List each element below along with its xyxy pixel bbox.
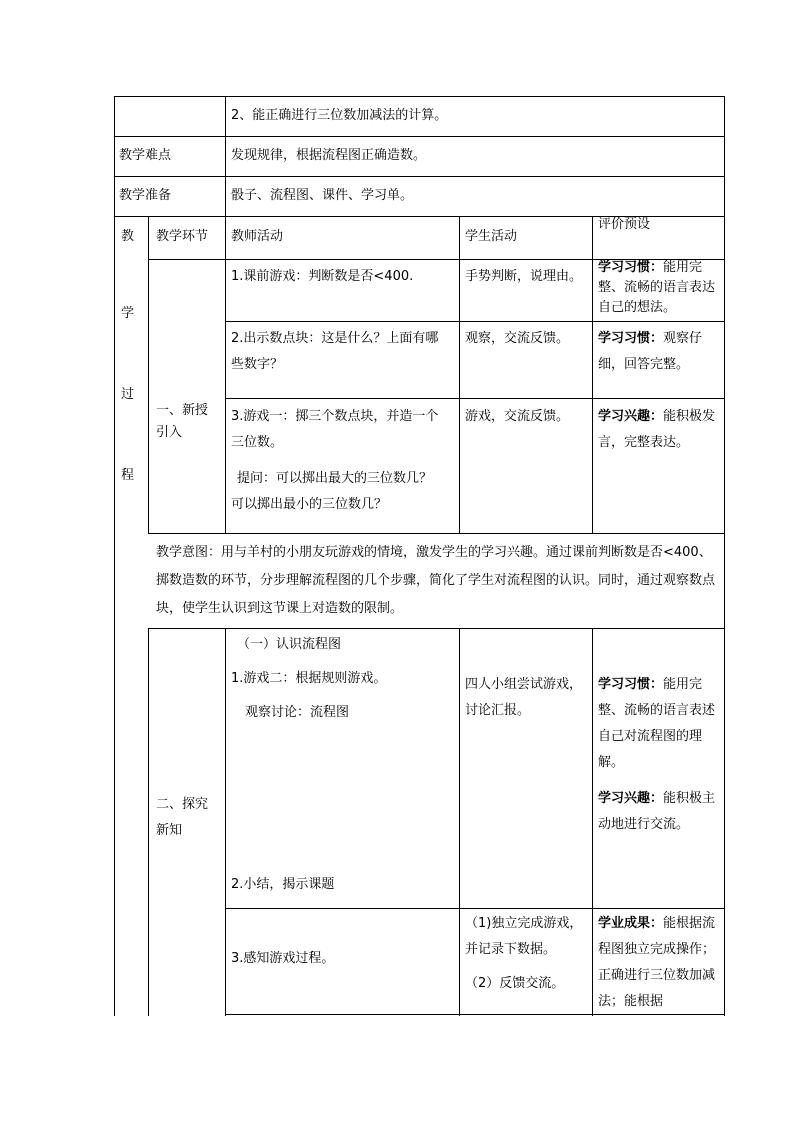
grid-line	[724, 96, 725, 1016]
teacher-activity-line: 三位数。	[231, 435, 284, 450]
evaluation	[598, 911, 718, 1014]
evaluation-text: 能用完整、流畅的语言表述自己对流程图的理解。	[598, 677, 716, 770]
teacher-activity	[231, 264, 457, 290]
student-activity-line: 手势判断，说理由。	[465, 269, 583, 284]
grid-line	[148, 628, 725, 629]
teacher-activity-line: 些数字？	[231, 357, 284, 372]
process-label-char: 学	[121, 306, 135, 321]
grid-line	[225, 321, 725, 322]
evaluation-text: 观察仔细，回答完整。	[598, 331, 703, 372]
stage-label	[156, 400, 222, 444]
evaluation	[598, 326, 718, 378]
student-activity	[465, 404, 590, 430]
evaluation-label: 学习习惯：	[598, 260, 664, 275]
grid-line	[225, 1014, 725, 1015]
teaching-intent: 教学意图：用与羊村的小朋友玩游戏的情境，激发学生的学习兴趣。通过课前判断数是否<400、掷数造数的环节，分步理解流程图的几个步骤，简化了学生对流程图的认识。同时，通过观察数点块，使学生认识到这节课上对造数的限制。	[156, 545, 716, 616]
evaluation-text: 能根据流程图独立完成操作；正确进行三位数加减法；能根据	[598, 916, 716, 1009]
evaluation	[598, 258, 718, 318]
process-label-char: 过	[121, 387, 135, 402]
grid-line	[148, 216, 149, 533]
evaluation-item	[598, 786, 718, 838]
teacher-activity-line: 1.课前游戏：判断数是否<400.	[231, 269, 414, 284]
prep-label: 教学准备	[119, 188, 172, 203]
grid-line	[114, 176, 725, 177]
goal-text: 2、能正确进行三位数加减法的计算。	[231, 108, 448, 123]
grid-line	[225, 628, 226, 1016]
evaluation-item	[598, 672, 718, 776]
student-activity	[465, 264, 590, 290]
grid-line	[459, 216, 460, 533]
process-label-char: 程	[121, 468, 135, 483]
evaluation	[598, 672, 718, 838]
student-activity-line: （1)独立完成游戏，并记录下数据。	[465, 916, 583, 957]
teacher-activity	[231, 872, 457, 898]
header-student: 学生活动	[465, 229, 518, 244]
teacher-activity: 3.感知游戏过程。	[231, 951, 335, 966]
grid-line	[592, 628, 593, 1016]
student-activity-line: 观察，交流反馈。	[465, 331, 570, 346]
evaluation-label: 学业成果：	[598, 916, 664, 931]
teacher-activity-line: 2.出示数点块：这是什么？上面有哪	[231, 331, 439, 346]
student-activity-line: （2）反馈交流。	[465, 976, 565, 991]
teacher-activity	[231, 632, 457, 726]
teacher-activity-heading: （一）认识流程图	[237, 637, 342, 652]
header-stage: 教学环节	[156, 229, 209, 244]
grid-line	[225, 398, 725, 399]
evaluation-label: 学习兴趣：	[598, 409, 664, 424]
student-activity	[465, 326, 590, 352]
grid-line	[114, 96, 115, 1016]
prep-text: 骰子、流程图、课件、学习单。	[231, 188, 414, 203]
evaluation-label: 学习习惯：	[598, 677, 664, 692]
teacher-activity-line: 提问：可以掷出最大的三位数几？	[237, 471, 433, 486]
stage-label	[156, 792, 222, 844]
teacher-activity-line: 2.小结，揭示课题	[231, 877, 335, 892]
evaluation-text: 能用完整、流畅的语言表达自己的想法。	[598, 260, 716, 315]
teacher-activity	[231, 404, 457, 518]
evaluation-label: 学习兴趣：	[598, 791, 664, 806]
evaluation-label: 学习习惯：	[598, 331, 664, 346]
evaluation-text: 能积极发言，完整表达。	[598, 409, 716, 450]
difficulty-label: 教学难点	[119, 148, 172, 163]
grid-line	[114, 136, 725, 137]
teacher-activity-line: 1.游戏二：根据规则游戏。	[231, 671, 387, 686]
process-label-char: 教	[121, 229, 135, 244]
grid-line	[148, 628, 149, 1016]
grid-line	[459, 628, 460, 1016]
stage-label-line: 一、新授	[156, 403, 209, 418]
grid-line	[148, 533, 725, 534]
grid-line	[225, 96, 226, 533]
grid-line	[225, 908, 725, 909]
teacher-activity-line: 可以掷出最小的三位数几？	[231, 497, 388, 512]
student-activity-line: 游戏，交流反馈。	[465, 409, 570, 424]
stage-label-line: 引入	[156, 425, 183, 440]
grid-line	[114, 96, 725, 97]
student-activity: 四人小组尝试游戏，讨论汇报。	[465, 677, 583, 718]
evaluation	[598, 404, 718, 456]
evaluation-text: 能积极主动地进行交流。	[598, 791, 716, 832]
student-activity	[465, 911, 590, 997]
teacher-activity	[231, 326, 457, 378]
difficulty-text: 发现规律，根据流程图正确造数。	[231, 148, 427, 163]
teacher-activity-line: 3.游戏一：掷三个数点块，并造一个	[231, 409, 439, 424]
stage-label-line: 新知	[156, 823, 183, 838]
grid-line	[592, 216, 593, 533]
stage-label-line: 二、探究	[156, 797, 209, 812]
header-teacher: 教师活动	[231, 229, 284, 244]
header-evaluation: 评价预设	[598, 217, 651, 232]
teacher-activity-line: 观察讨论：流程图	[245, 705, 350, 720]
